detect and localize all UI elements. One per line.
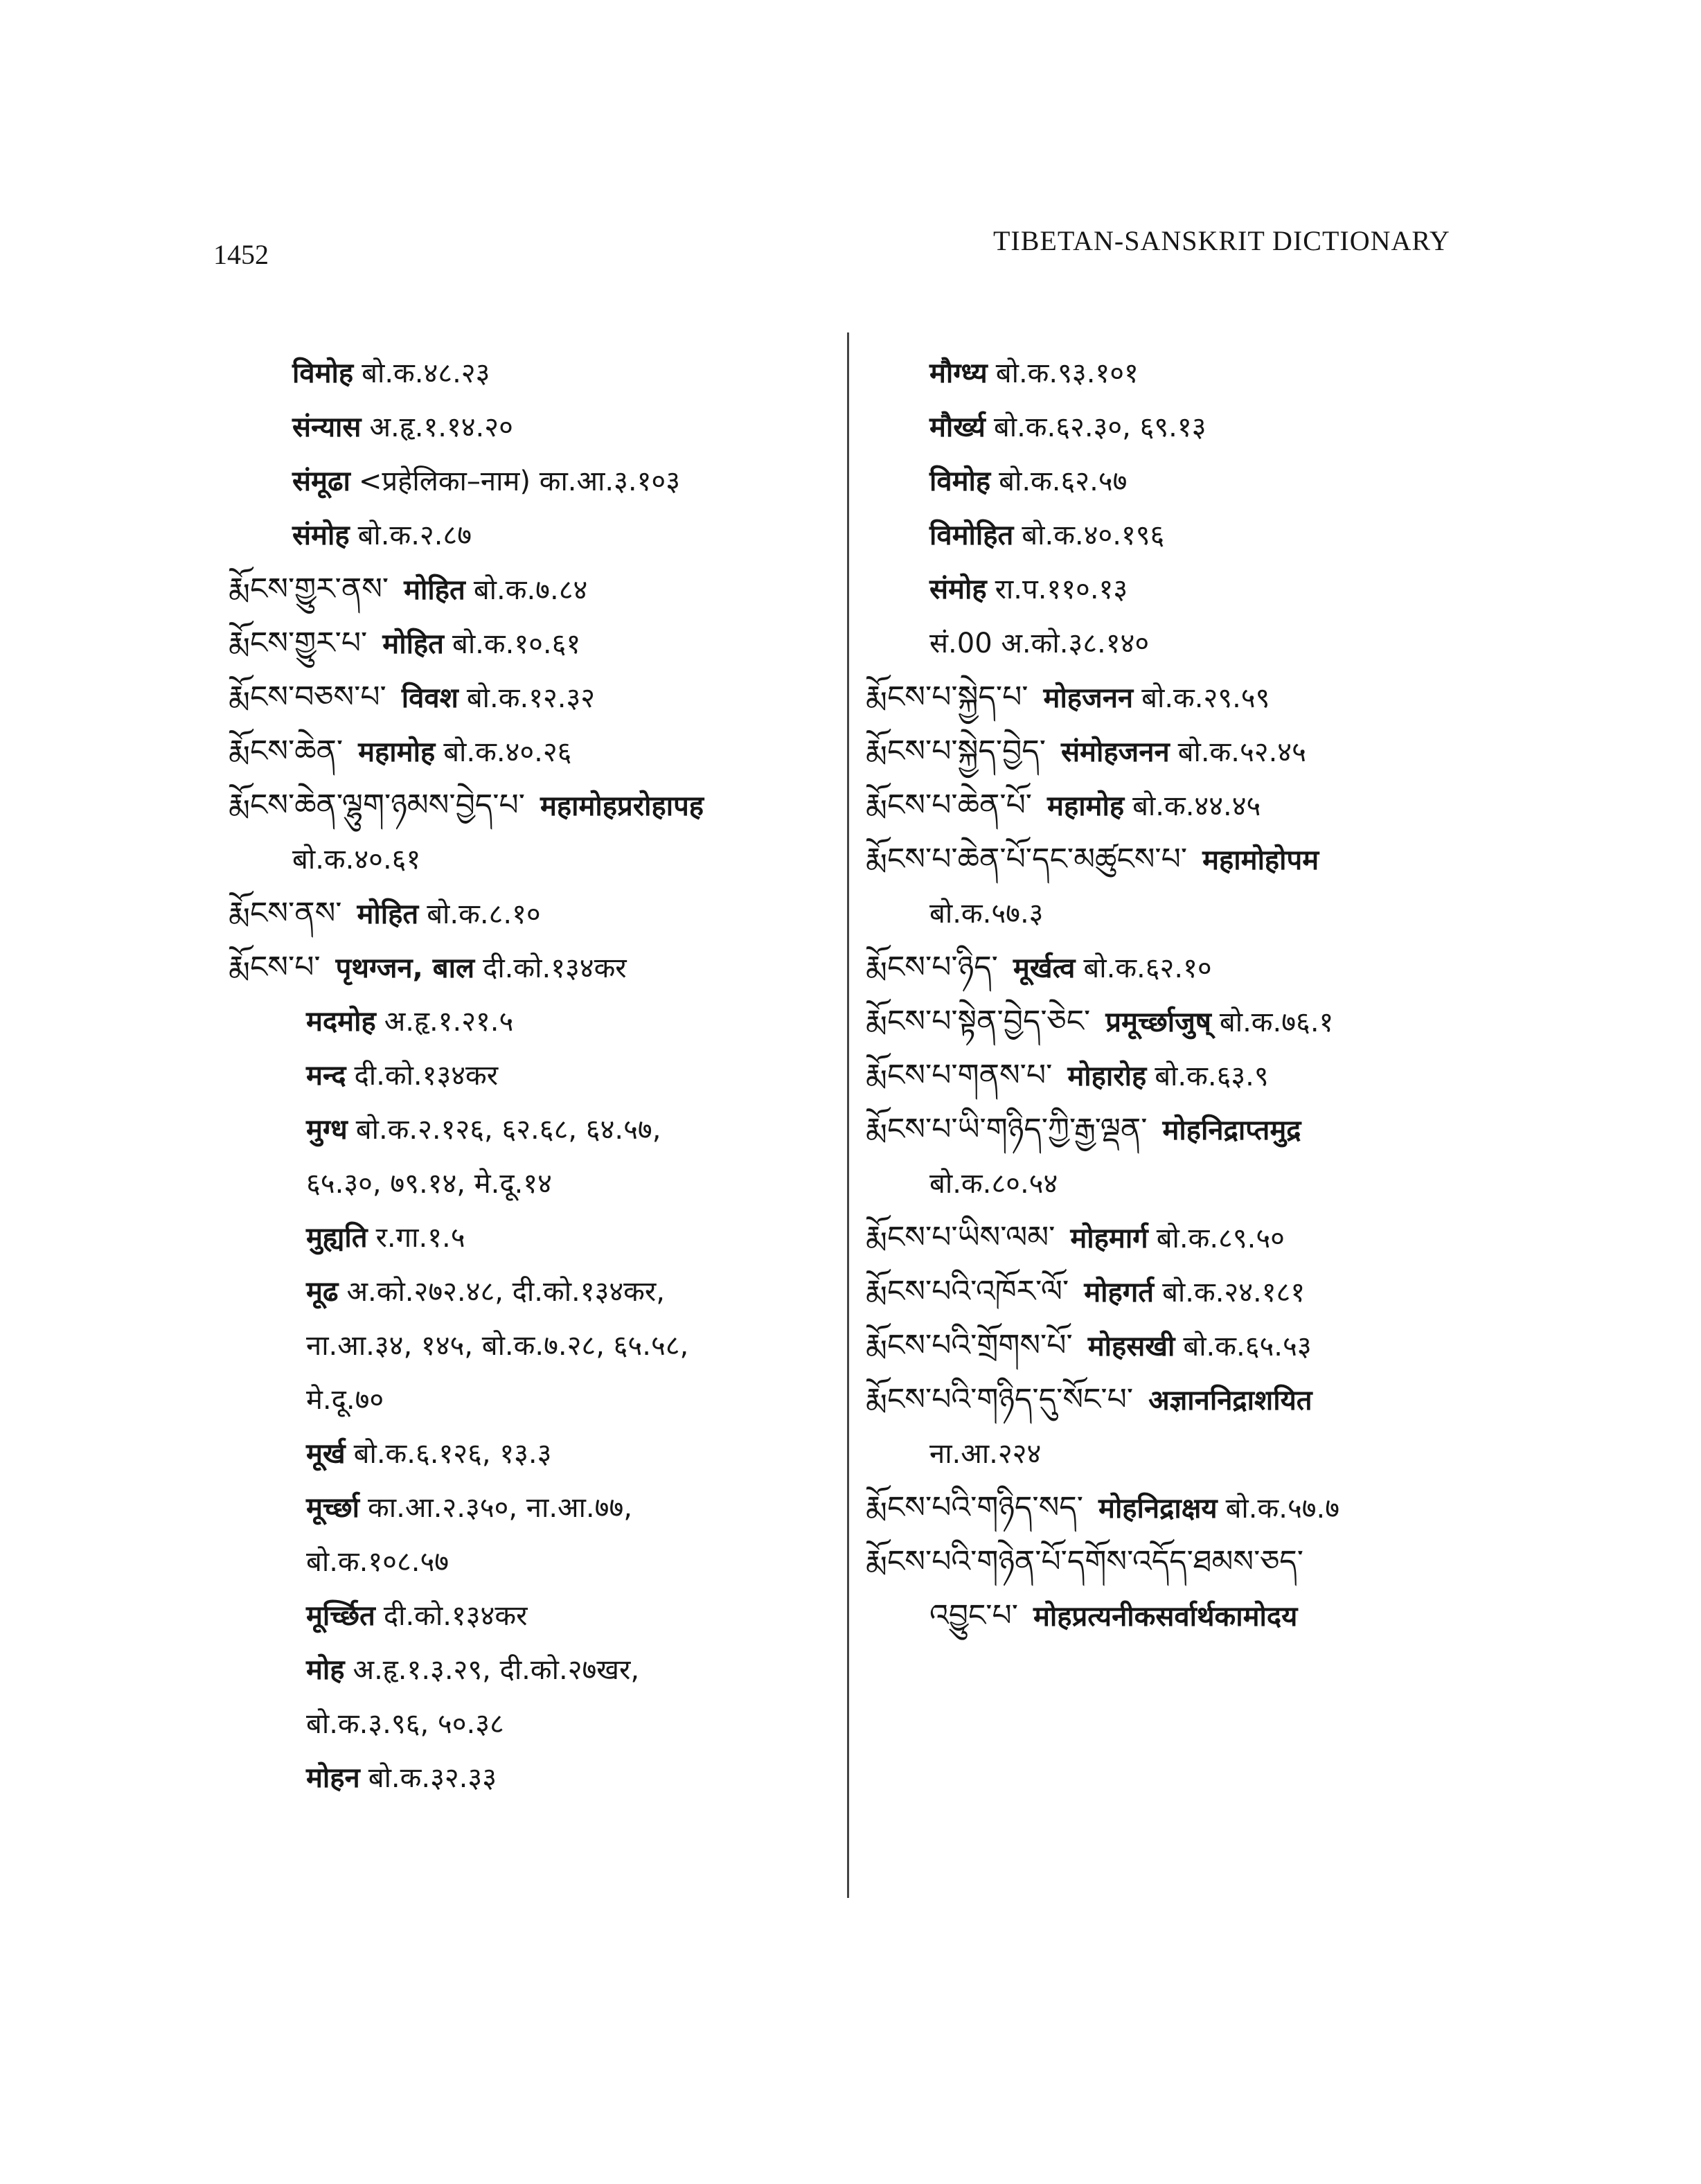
sanskrit-term: मोहमार्ग bbox=[1070, 1223, 1148, 1254]
dictionary-line bbox=[866, 671, 1475, 725]
sanskrit-term: संमोहजनन bbox=[1061, 736, 1170, 768]
source-reference: बो.क.६२.१० bbox=[1083, 952, 1212, 984]
dictionary-line bbox=[229, 616, 838, 671]
source-reference: बो.क.४०.६१ bbox=[292, 844, 421, 876]
tibetan-headword: རྨོངས་པ་ཆེན་པོ་དང་མཚུངས་པ་ bbox=[866, 842, 1188, 877]
dictionary-line bbox=[866, 1535, 1475, 1589]
dictionary-line bbox=[866, 1481, 1475, 1535]
dictionary-line bbox=[229, 995, 838, 1049]
dictionary-line bbox=[229, 833, 838, 887]
source-reference: दी.को.१३४कर bbox=[354, 1060, 499, 1092]
sanskrit-term: पृथग्जन, बाल bbox=[335, 952, 475, 984]
dictionary-line bbox=[866, 941, 1475, 995]
sanskrit-term: मौर्ख्य bbox=[929, 411, 986, 443]
sanskrit-term: मुग्ध bbox=[306, 1114, 348, 1146]
source-reference: बो.क.३.९६, ५०.३८ bbox=[306, 1708, 504, 1740]
source-reference: बो.क.४४.४५ bbox=[1132, 790, 1261, 822]
sanskrit-term: महामोहोपम bbox=[1202, 844, 1319, 876]
sanskrit-term: मोह bbox=[306, 1654, 345, 1686]
sanskrit-term: मोहित bbox=[404, 574, 465, 606]
dictionary-line bbox=[229, 1211, 838, 1265]
source-reference: बो.क.२.१२६, ६२.६८, ६४.५७, bbox=[355, 1114, 661, 1146]
source-reference: बो.क.८९.५० bbox=[1156, 1223, 1285, 1254]
source-reference: बो.क.२.८७ bbox=[357, 520, 472, 551]
dictionary-line bbox=[229, 887, 838, 941]
dictionary-line bbox=[866, 1265, 1475, 1319]
source-reference: अ.को.२७२.४८, दी.को.१३४कर, bbox=[346, 1276, 665, 1308]
dictionary-line bbox=[866, 1049, 1475, 1103]
tibetan-headword: འབྱུང་པ་ bbox=[929, 1598, 1018, 1633]
sanskrit-term: प्रमूर्च्छाजुष् bbox=[1105, 1006, 1211, 1038]
dictionary-line bbox=[866, 725, 1475, 779]
dictionary-line bbox=[229, 1319, 838, 1373]
tibetan-headword: རྨོངས་ཆེན་ལྷུག་ཉམས་བྱེད་པ་ bbox=[229, 788, 525, 823]
source-reference: बो.क.२९.५९ bbox=[1141, 682, 1270, 714]
source-reference: रा.प.११०.१३ bbox=[995, 574, 1128, 605]
source-reference: बो.क.४०.२६ bbox=[443, 736, 572, 768]
source-reference: बो.क.६.१२६, १३.३ bbox=[353, 1438, 552, 1470]
sanskrit-term: अज्ञाननिद्राशयित bbox=[1148, 1385, 1312, 1417]
sanskrit-term: महामोह bbox=[358, 736, 436, 768]
sanskrit-term: विमोह bbox=[929, 465, 991, 497]
tibetan-headword: རྨོངས་པ་སྟེན་བྱེད་ཅེང་ bbox=[866, 1004, 1091, 1039]
dictionary-line bbox=[229, 562, 838, 616]
dictionary-line bbox=[866, 1589, 1475, 1643]
dictionary-line bbox=[866, 1103, 1475, 1157]
source-reference: बो.क.६३.९ bbox=[1155, 1060, 1269, 1092]
dictionary-line bbox=[229, 1265, 838, 1319]
source-reference: बो.क.६२.५७ bbox=[999, 465, 1128, 497]
source-reference: बो.क.८.१० bbox=[427, 898, 541, 930]
dictionary-line bbox=[229, 1697, 838, 1751]
source-reference: ना.आ.३४, १४५, बो.क.७.२८, ६५.५८, bbox=[306, 1330, 689, 1362]
source-reference: र.गा.१.५ bbox=[375, 1222, 465, 1254]
sanskrit-term: मूर्खत्व bbox=[1013, 952, 1076, 984]
dictionary-line bbox=[229, 1535, 838, 1589]
source-reference: बो.क.१०.६१ bbox=[452, 628, 581, 660]
source-reference: दी.को.१३४कर bbox=[483, 952, 627, 984]
tibetan-headword: རྨོངས་པ་སྐྱེད་བྱེད་ bbox=[866, 734, 1046, 769]
source-reference: अ.हृ.१.३.२९, दी.को.२७खर, bbox=[353, 1654, 640, 1686]
dictionary-line bbox=[866, 1319, 1475, 1373]
tibetan-headword: རྨོངས་པ་ཡིས་ལམ་ bbox=[866, 1220, 1056, 1255]
source-reference: बो.क.४८.२३ bbox=[362, 357, 490, 389]
dictionary-line bbox=[866, 508, 1475, 562]
dictionary-line bbox=[866, 833, 1475, 887]
sanskrit-term: मूर्च्छा bbox=[306, 1492, 360, 1524]
dictionary-line bbox=[866, 346, 1475, 400]
sanskrit-term: संमोह bbox=[292, 520, 350, 551]
tibetan-headword: རྨོངས་པ་ bbox=[229, 950, 321, 985]
tibetan-headword: རྨོངས་པ་གནས་པ་ bbox=[866, 1058, 1053, 1093]
sanskrit-term: मोहित bbox=[357, 898, 419, 930]
sanskrit-term: मोहित bbox=[382, 628, 444, 660]
dictionary-line bbox=[229, 346, 838, 400]
tibetan-headword: རྨོངས་ནས་ bbox=[229, 896, 342, 931]
sanskrit-term: मोहजनन bbox=[1043, 682, 1134, 714]
sanskrit-term: विवश bbox=[401, 682, 458, 714]
tibetan-headword: རྨོངས་པའི་གཉེན་པོ་དགོས་འདོད་ཐམས་ཅད་ bbox=[866, 1544, 1304, 1579]
sanskrit-term: मोहनिद्राक्षय bbox=[1098, 1493, 1218, 1525]
dictionary-line bbox=[229, 1481, 838, 1535]
sanskrit-term: विमोहित bbox=[929, 520, 1014, 551]
source-reference: बो.क.२४.१८१ bbox=[1162, 1277, 1306, 1308]
source-reference: सं.00 अ.को.३८.१४० bbox=[929, 628, 1150, 659]
source-reference: बो.क.५७.३ bbox=[929, 898, 1044, 930]
tibetan-headword: རྨོངས་པའི་གཉིད་དུ་སོང་པ་ bbox=[866, 1382, 1134, 1417]
sanskrit-term: महामोह bbox=[1047, 790, 1125, 822]
dictionary-line bbox=[229, 779, 838, 833]
sanskrit-term: विमोह bbox=[292, 357, 354, 389]
dictionary-line bbox=[229, 1103, 838, 1157]
page-number: 1452 bbox=[213, 239, 269, 270]
dictionary-line bbox=[229, 400, 838, 454]
sanskrit-term: मुह्यति bbox=[306, 1222, 368, 1254]
column-divider bbox=[847, 332, 849, 1898]
dictionary-line bbox=[229, 1751, 838, 1805]
dictionary-line bbox=[866, 1157, 1475, 1211]
dictionary-line bbox=[866, 562, 1475, 616]
dictionary-line bbox=[866, 616, 1475, 671]
sanskrit-term: संमोह bbox=[929, 574, 987, 605]
tibetan-headword: རྨོངས་པའི་གཉིད་སད་ bbox=[866, 1490, 1084, 1525]
source-reference: ना.आ.२२४ bbox=[929, 1438, 1042, 1470]
dictionary-line bbox=[229, 725, 838, 779]
dictionary-line bbox=[866, 887, 1475, 941]
source-reference: बो.क.४०.१९६ bbox=[1022, 520, 1165, 551]
sanskrit-term: मूर्ख bbox=[306, 1438, 346, 1470]
source-reference: बो.क.५२.४५ bbox=[1177, 736, 1306, 768]
dictionary-line bbox=[229, 671, 838, 725]
source-reference: बो.क.५७.७ bbox=[1225, 1493, 1340, 1525]
source-reference: दी.को.१३४कर bbox=[383, 1600, 528, 1632]
tibetan-headword: རྨོངས་ཆེན་ bbox=[229, 734, 344, 769]
dictionary-line bbox=[866, 779, 1475, 833]
source-reference: बो.क.८०.५४ bbox=[929, 1168, 1058, 1200]
source-reference: बो.क.९३.१०१ bbox=[995, 357, 1139, 389]
sanskrit-term: मोहनिद्राप्तमुद्र bbox=[1162, 1115, 1301, 1146]
dictionary-line bbox=[229, 1049, 838, 1103]
sanskrit-term: महामोहप्ररोहापह bbox=[540, 790, 704, 822]
source-reference: <प्रहेलिका–नाम) का.आ.३.१०३ bbox=[358, 465, 681, 497]
source-reference: बो.क.६२.३०, ६९.१३ bbox=[993, 411, 1206, 443]
sanskrit-term: संमूढा bbox=[292, 465, 350, 497]
source-reference: बो.क.१२.३२ bbox=[466, 682, 596, 714]
source-reference: ६५.३०, ७९.१४, मे.दू.१४ bbox=[306, 1168, 552, 1200]
dictionary-line bbox=[229, 1427, 838, 1481]
sanskrit-term: मदमोह bbox=[306, 1006, 376, 1038]
source-reference: मे.दू.७० bbox=[306, 1384, 384, 1416]
tibetan-headword: རྨོངས་པ་ཆེན་པོ་ bbox=[866, 788, 1033, 823]
dictionary-line bbox=[229, 1643, 838, 1697]
tibetan-headword: རྨོངས་པའི་འཁོར་ལོ་ bbox=[866, 1274, 1069, 1309]
dictionary-line bbox=[866, 1211, 1475, 1265]
dictionary-line bbox=[229, 508, 838, 562]
tibetan-headword: རྨོངས་བཅས་པ་ bbox=[229, 680, 386, 715]
dictionary-line bbox=[229, 941, 838, 995]
source-reference: बो.क.७.८४ bbox=[473, 574, 588, 606]
source-reference: बो.क.७६.१ bbox=[1219, 1006, 1334, 1038]
sanskrit-term: मोहप्रत्यनीकसर्वार्थकामोदय bbox=[1033, 1601, 1298, 1633]
tibetan-headword: རྨོངས་པ་ཉིད་ bbox=[866, 950, 998, 985]
sanskrit-term: मूर्च्छित bbox=[306, 1600, 375, 1632]
dictionary-line bbox=[866, 1427, 1475, 1481]
source-reference: का.आ.२.३५०, ना.आ.७७, bbox=[368, 1492, 632, 1524]
dictionary-line bbox=[229, 1373, 838, 1427]
sanskrit-term: मोहन bbox=[306, 1762, 360, 1794]
tibetan-headword: རྨོངས་གྱུར་ནས་ bbox=[229, 571, 389, 607]
tibetan-headword: རྨོངས་པ་སྐྱེད་པ་ bbox=[866, 680, 1028, 715]
dictionary-line bbox=[229, 1157, 838, 1211]
source-reference: बो.क.१०८.५७ bbox=[306, 1546, 449, 1578]
dictionary-line bbox=[866, 454, 1475, 508]
dictionary-line bbox=[229, 1589, 838, 1643]
dictionary-line bbox=[866, 1373, 1475, 1427]
right-column bbox=[866, 346, 1475, 1643]
sanskrit-term: मौग्ध्य bbox=[929, 357, 988, 389]
running-title: TIBETAN-SANSKRIT DICTIONARY bbox=[993, 225, 1450, 256]
tibetan-headword: རྨོངས་པ་ཡི་གཉིད་ཀྱི་རྒྱ་ལྡན་ bbox=[866, 1112, 1148, 1147]
sanskrit-term: मोहारोह bbox=[1067, 1060, 1147, 1092]
source-reference: अ.हृ.१.१४.२० bbox=[369, 411, 513, 443]
sanskrit-term: मूढ bbox=[306, 1276, 339, 1308]
sanskrit-term: मन्द bbox=[306, 1060, 346, 1092]
source-reference: बो.क.३२.३३ bbox=[368, 1762, 497, 1794]
dictionary-line bbox=[866, 995, 1475, 1049]
left-column bbox=[229, 346, 838, 1805]
sanskrit-term: मोहसखी bbox=[1087, 1331, 1175, 1362]
source-reference: बो.क.६५.५३ bbox=[1183, 1331, 1312, 1362]
sanskrit-term: संन्यास bbox=[292, 411, 362, 443]
tibetan-headword: རྨོངས་གྱུར་པ་ bbox=[229, 625, 368, 661]
source-reference: अ.हृ.१.२१.५ bbox=[384, 1006, 514, 1038]
sanskrit-term: मोहगर्त bbox=[1084, 1277, 1155, 1308]
dictionary-line bbox=[229, 454, 838, 508]
dictionary-line bbox=[866, 400, 1475, 454]
tibetan-headword: རྨོངས་པའི་གྲོགས་པོ་ bbox=[866, 1328, 1073, 1363]
